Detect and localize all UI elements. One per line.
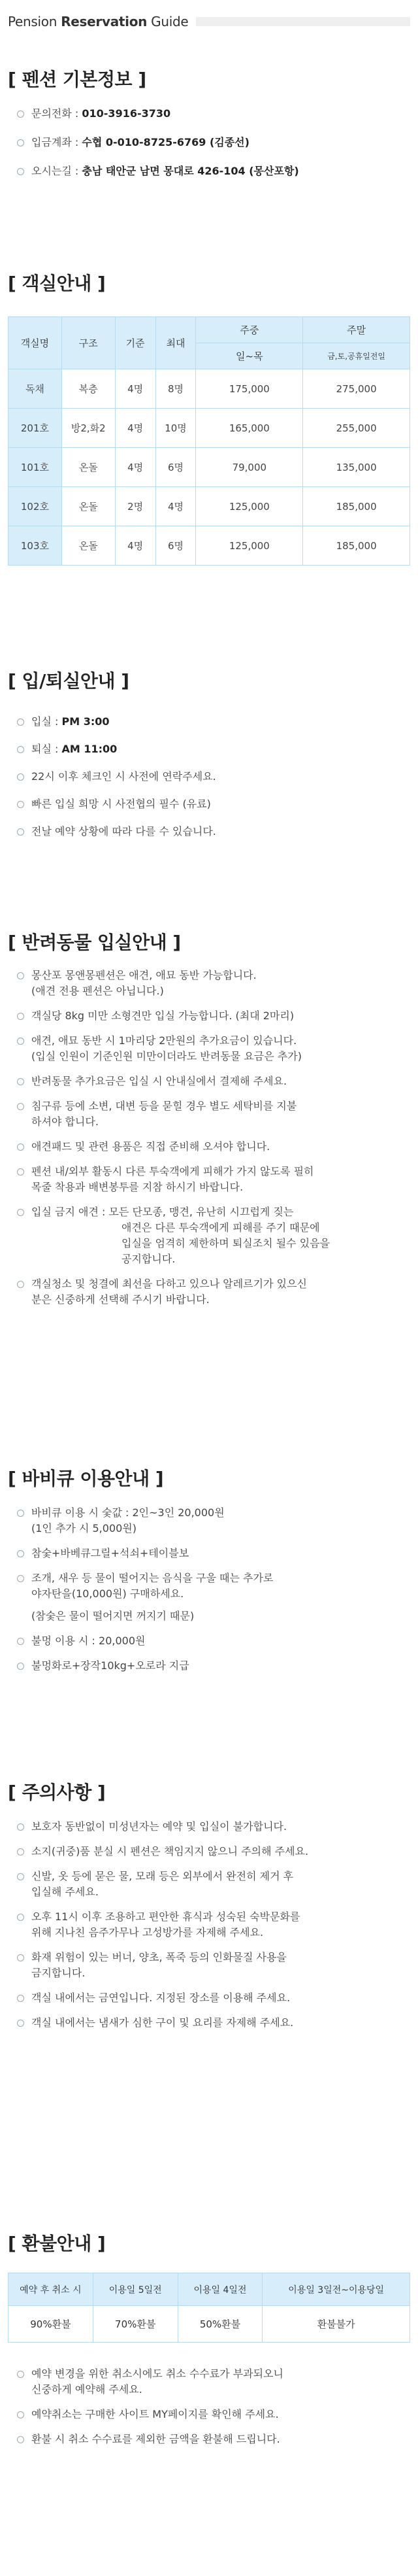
guide-header [8,0,410,39]
list-item: 소지(귀중)품 분실 시 펜션은 책임지지 않으니 주의해 주세요. [8,1844,410,1859]
section-title-checkin: [ 입/퇴실안내 ] [8,670,129,692]
list-item-address: 오시는길 : 충남 태안군 남면 몽대로 426-104 (몽산포항) [8,163,410,179]
phone-number[interactable]: 010-3916-3730 [82,107,171,120]
caution-list [8,1819,410,2031]
list-item: 불멍 이용 시 : 20,000원 [8,1633,410,1649]
list-item: 빠른 입실 희망 시 사전협의 필수 (유료) [8,796,410,812]
list-item: 펜션 내/외부 활동시 다른 투숙객에게 피해가 가지 않도록 필히 목줄 착용과 배변봉투를 지참 하시기 바랍니다. [8,1164,410,1195]
table-row: 103호 온돌 4명 6명 125,000 185,000 [8,526,410,566]
section-title-refund: [ 환불안내 ] [8,2233,106,2254]
header-room-type: 구조 [61,317,115,369]
list-item: 퇴실 : AM 11:00 [8,741,410,757]
caution-section [8,1778,410,2031]
section-title-basic: [ 펜션 기본정보 ] [8,69,146,90]
list-item: 바비큐 이용 시 숯값 : 2인~3인 20,000원 (1인 추가 시 5,000원) [8,1505,410,1536]
list-item-account: 입금계좌 : 수협 0-010-8725-6769 (김종선) [8,135,410,150]
list-item: 예약취소는 구매한 사이트 MY페이지를 확인해 주세요. [8,2407,410,2422]
header-weekend: 주말 [303,317,410,343]
refund-header: 이용일 3일전~이용당일 [263,2273,410,2306]
rooms-section [8,269,410,566]
pets-section [8,928,410,1308]
refund-header: 이용일 4일전 [178,2273,263,2306]
guide-title-bold: Reservation [61,14,148,29]
list-item: 반려동물 추가요금은 입실 시 안내실에서 결제해 주세요. [8,1074,410,1089]
table-row: 독채 복층 4명 8명 175,000 275,000 [8,369,410,409]
list-item: 몽산포 몽앤몽펜션은 애견, 애묘 동반 가능합니다. (애견 전용 펜션은 아닙니다.) [8,968,410,999]
list-item: 객실청소 및 청결에 최선을 다하고 있으나 알레르기가 있으신 분은 신중하게 선택해 주시기 바랍니다. [8,1276,410,1308]
list-item: 환불 시 취소 수수료를 제외한 금액을 환불해 드립니다. [8,2432,410,2447]
guide-title-tail: Guide [147,14,189,29]
table-row: 201호 방2,화2 4명 10명 165,000 255,000 [8,409,410,448]
header-weekday-sub: 일~목 [196,343,303,369]
list-item: 예약 변경을 위한 취소시에도 취소 수수료가 부과되오니 신중하게 예약해 주세요. [8,2366,410,2398]
checkin-list [8,714,410,839]
header-weekend-sub: 금,토,공휴일전일 [303,343,410,369]
bank-account: 수협 0-010-8725-6769 (김종선) [82,136,249,148]
list-item: 불멍화로+장작10kg+오로라 지급 [8,1658,410,1674]
section-title-caution: [ 주의사항 ] [8,1782,106,1803]
list-item: 전날 예약 상황에 따라 다를 수 있습니다. [8,824,410,839]
list-item: 오후 11시 이후 조용하고 편안한 휴식과 성숙된 숙박문화를 위해 지나친 음주가무나 고성방가를 자제해 주세요. [8,1909,410,1940]
table-row: 90%환불 70%환불 50%환불 환불불가 [8,2306,410,2343]
list-item: 조개, 새우 등 물이 떨어지는 음식을 구울 때는 추가로 야자탄을(10,000원) 구매하세요. (참숯은 물이 떨어지면 꺼지기 때문) [8,1570,410,1624]
list-item: 입실 금지 애견 : 모든 단모종, 맹견, 유난히 시끄럽게 짖는 애견은 다른 투숙객에게 피해를 주기 때문에 입실을 엄격히 제한하며 퇴실조치 될수 있음을 공지합니다. [8,1204,410,1267]
basic-info-list [8,106,410,179]
section-title-rooms: [ 객실안내 ] [8,273,106,294]
bbq-section [8,1465,410,1674]
refund-table [8,2273,410,2343]
guide-title-normal: Pension [8,14,61,29]
refund-list [8,2366,410,2447]
list-item: 애견, 애묘 동반 시 1마리당 2만원의 추가요금이 있습니다. (입실 인원이 기준인원 미만이더라도 반려동물 요금은 추가) [8,1033,410,1064]
table-row: 101호 온돌 4명 6명 79,000 135,000 [8,448,410,487]
header-room-name: 객실명 [8,317,62,369]
header-max: 최대 [155,317,196,369]
list-item-phone: 문의전화 : 010-3916-3730 [8,106,410,122]
header-divider [196,17,410,26]
list-item: 화재 위험이 있는 버너, 양초, 폭죽 등의 인화물질 사용을 금지합니다. [8,1950,410,1981]
list-item: 신발, 옷 등에 묻은 물, 모래 등은 외부에서 완전히 제거 후 입실해 주세요. [8,1869,410,1900]
refund-section [8,2229,410,2447]
header-weekday: 주중 [196,317,303,343]
list-item: 입실 : PM 3:00 [8,714,410,730]
guide-title [8,14,188,29]
list-item: 객실 내에서는 냄새가 심한 구이 및 요리를 자제해 주세요. [8,2015,410,2031]
checkin-section [8,667,410,839]
list-item: 객실당 8kg 미만 소형견만 입실 가능합니다. (최대 2마리) [8,1008,410,1024]
list-item: 침구류 등에 소변, 대변 등을 묻힐 경우 별도 세탁비를 지불 하셔야 합니다. [8,1098,410,1130]
list-item: 22시 이후 체크인 시 사전에 연락주세요. [8,769,410,785]
refund-header: 예약 후 취소 시 [8,2273,93,2306]
address: 충남 태안군 남면 몽대로 426-104 (몽산포항) [82,165,299,177]
pets-list [8,968,410,1308]
list-item: 보호자 동반없이 미성년자는 예약 및 입실이 불가합니다. [8,1819,410,1835]
list-item: 참숯+바베큐그릴+석쇠+테이블보 [8,1546,410,1561]
section-title-pets: [ 반려동물 입실안내 ] [8,932,181,953]
list-item: 객실 내에서는 금연입니다. 지정된 장소를 이용해 주세요. [8,1990,410,2006]
table-row: 102호 온돌 2명 4명 125,000 185,000 [8,487,410,526]
list-item: 애견패드 및 관련 용품은 직접 준비해 오셔야 합니다. [8,1139,410,1155]
refund-header: 이용일 5일전 [93,2273,178,2306]
section-title-bbq: [ 바비큐 이용안내 ] [8,1468,164,1489]
basic-info-section [8,65,410,179]
bbq-list [8,1505,410,1674]
header-base: 기준 [115,317,155,369]
room-table [8,316,410,566]
